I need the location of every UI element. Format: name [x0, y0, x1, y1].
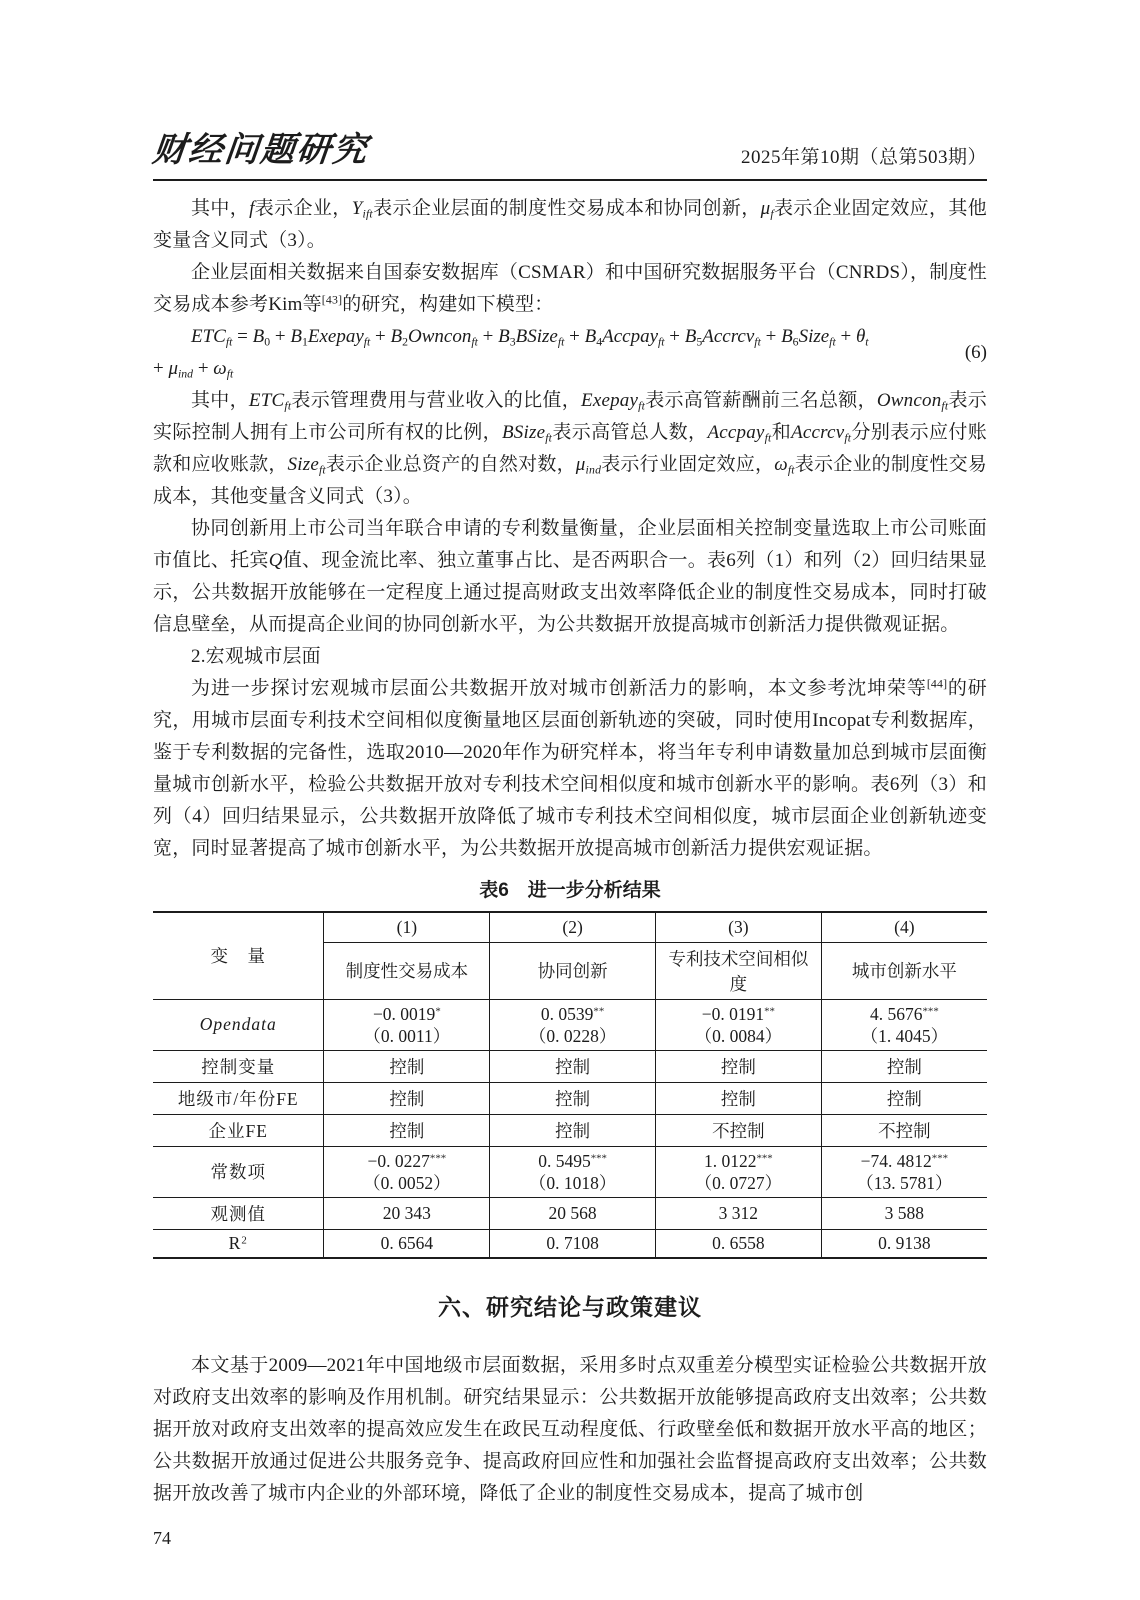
table-cell: 20 568: [490, 1197, 656, 1229]
standard-error: （0. 0052）: [363, 1172, 451, 1193]
sub-text: t: [865, 335, 869, 349]
table-cell: 0. 6564: [324, 1229, 490, 1258]
text-segment: Q: [268, 550, 283, 571]
coefficient-value: −74. 4812***: [860, 1150, 949, 1171]
text-segment: 协同创新用上市公司当年联合申请的专利数量衡量，企业层面相关控制变量选取上市公司账面市值比、托宾: [153, 518, 987, 571]
text-segment: Owncon: [408, 326, 472, 347]
table-cell: 不控制: [655, 1114, 821, 1146]
table-body: [153, 999, 987, 1258]
table-cell: [821, 1146, 987, 1197]
text-segment: 的研究，构建如下模型：: [342, 294, 554, 315]
text-segment: B: [252, 326, 265, 347]
text-segment: 表示企业的制度性交易成本，其他变量含义同式（3）。: [153, 454, 987, 507]
text-segment: 表示实际控制人拥有上市公司所有权的比例，: [153, 390, 987, 443]
table-cell: 0. 7108: [490, 1229, 656, 1258]
text-segment: ω: [774, 454, 788, 475]
row-label: [153, 1082, 324, 1114]
table-column-4-label: 城市创新水平: [821, 942, 987, 999]
table-column-2: (2): [490, 912, 656, 942]
table-cell: 20 343: [324, 1197, 490, 1229]
coefficient-value: −0. 0227***: [367, 1150, 447, 1171]
text-segment: 表示高管薪酬前三名总额，: [645, 390, 877, 411]
sub-text: ft: [638, 399, 646, 413]
table-cell: 控制: [821, 1050, 987, 1082]
text-segment: 常数项: [210, 1162, 266, 1182]
text-segment: 的研究，用城市层面专利技术空间相似度衡量地区层面创新轨迹的突破，同时使用Incopat专利数据库，鉴于专利数据的完备性，选取2010—2020年作为研究样本，将当年专利申请数量加总到城市层面衡量城市创新水平，检验公共数据开放对专利技术空间相似度和城市创新水平的影响。表6列（3）和列（4）回归结果显示，公共数据开放降低了城市专利技术空间相似度，城市层面企业创新轨迹变宽，同时显著提高了城市创新水平，为公共数据开放提高城市创新活力提供宏观证据。: [153, 678, 987, 859]
table-cell: [655, 999, 821, 1050]
text-segment: +: [835, 326, 856, 347]
row-label: [153, 1197, 324, 1229]
text-segment: Size: [287, 454, 319, 475]
table-row: [153, 1229, 987, 1258]
table-row: [153, 1146, 987, 1197]
text-segment: B: [584, 326, 597, 347]
sub-text: ind: [585, 463, 602, 477]
table-cell: [490, 999, 656, 1050]
coefficient-value: −0. 0019*: [372, 1003, 441, 1024]
table-header-row-numbers: [153, 912, 987, 942]
table-header: [153, 912, 987, 999]
issue-info: 2025年第10期（总第503期）: [740, 147, 987, 168]
text-segment: +: [153, 358, 169, 379]
sub-text: 6: [792, 335, 799, 349]
text-segment: Accrcv: [702, 326, 755, 347]
table-cell: 控制: [324, 1082, 490, 1114]
standard-error: （0. 0084）: [694, 1025, 783, 1046]
table-column-2-label: 协同创新: [490, 942, 656, 999]
table-cell: 控制: [655, 1082, 821, 1114]
text-segment: +: [564, 326, 585, 347]
table-cell: 0. 9138: [821, 1229, 987, 1258]
text-segment: B: [390, 326, 403, 347]
text-segment: 观测值: [210, 1203, 266, 1224]
text-segment: +: [760, 326, 782, 347]
text-segment: ω: [213, 358, 227, 379]
sub-text: ft: [363, 335, 371, 349]
significance-stars: ***: [590, 1152, 607, 1165]
sub-text: ft: [941, 399, 949, 413]
text-segment: 分别表示应付账款和应收账款，: [153, 422, 987, 475]
coefficient-value: −0. 0191**: [701, 1003, 775, 1024]
standard-error: （13. 5781）: [856, 1172, 953, 1193]
text-segment: B: [781, 326, 793, 347]
sub-text: ft: [284, 399, 292, 413]
significance-stars: ***: [756, 1152, 773, 1165]
row-label: [153, 1114, 324, 1146]
table-title: 表6 进一步分析结果: [479, 880, 661, 901]
text-segment: 企业FE: [208, 1120, 268, 1141]
text-segment: 值、现金流比率、独立董事占比、是否两职合一。表6列（1）和列（2）回归结果显示，公共数据开放能够在一定程度上通过提高财政支出效率降低企业的制度性交易成本，同时打破信息壁垒，从而提高企业间的协同创新水平，为公共数据开放提高城市创新活力提供微观证据。: [153, 550, 987, 635]
sub-text: 2: [402, 335, 409, 349]
equation-body: [153, 321, 955, 385]
table-row: [153, 1082, 987, 1114]
sub-text: ft: [844, 431, 852, 445]
text-segment: ETC: [191, 326, 226, 347]
significance-stars: **: [593, 1005, 605, 1018]
table-header-variable: 变 量: [153, 912, 324, 999]
text-segment: BSize: [515, 326, 558, 347]
paragraph-macro-results: [153, 673, 987, 865]
paragraph-conclusions: 本文基于2009—2021年中国地级市层面数据，采用多时点双重差分模型实证检验公共数据开放对政府支出效率的影响及作用机制。研究结果显示：公共数据开放能够提高政府支出效率；公共数据开放对政府支出效率的提高效应发生在政民互动程度低、行政壁垒低和数据开放水平高的地区；公共数据开放通过促进公共服务竞争、提高政府回应性和加强社会监督提高政府支出效率；公共数据开放改善了城市内企业的外部环境，降低了企业的制度性交易成本，提高了城市创: [153, 1354, 987, 1504]
text-segment: B: [290, 326, 302, 347]
sub-text: ift: [362, 207, 373, 221]
coefficient-value: 1. 0122***: [703, 1150, 773, 1171]
sub-text: ft: [658, 335, 665, 349]
journal-logo: 财经问题研究: [150, 132, 371, 169]
text-segment: 表示企业固定效应，其他变量含义同式（3）。: [153, 198, 987, 251]
table-cell: [324, 999, 490, 1050]
table-cell: [490, 1146, 656, 1197]
text-segment: B: [498, 326, 510, 347]
sub-text: ind: [178, 367, 194, 381]
table-cell: 3 588: [821, 1197, 987, 1229]
table-cell: [324, 1146, 490, 1197]
text-segment: 为进一步探讨宏观城市层面公共数据开放对城市创新活力的影响，本文参考沈坤荣等: [191, 678, 927, 699]
sup-text: [43]: [321, 293, 343, 307]
sub-text: ft: [225, 335, 233, 349]
text-segment: Owncon: [876, 390, 942, 411]
text-segment: Size: [798, 326, 830, 347]
coefficient-value: 4. 5676***: [869, 1003, 939, 1024]
sup-text: 2: [241, 1234, 248, 1247]
text-segment: +: [664, 326, 685, 347]
sup-text: [44]: [926, 677, 948, 691]
table-cell: [655, 1146, 821, 1197]
text-segment: 企业层面相关数据来自国泰安数据库（CSMAR）和中国研究数据服务平台（CNRDS），制度性交易成本参考Kim等: [153, 262, 987, 315]
equation-line-1: [153, 321, 955, 353]
text-segment: 表示企业总资产的自然对数，: [325, 454, 576, 475]
text-segment: +: [193, 358, 214, 379]
table-cell: 0. 6558: [655, 1229, 821, 1258]
text-segment: Y: [351, 198, 363, 219]
row-label: [153, 1229, 324, 1258]
text-segment: μ: [168, 358, 179, 379]
results-table: [153, 911, 987, 1259]
paragraph-data-sources: [153, 257, 987, 321]
row-label: [153, 999, 324, 1050]
sub-text: ft: [787, 463, 795, 477]
text-segment: +: [477, 326, 499, 347]
text-segment: Exepay: [307, 326, 364, 347]
table-cell: 控制: [655, 1050, 821, 1082]
text-segment: μ: [575, 454, 586, 475]
text-segment: 和: [771, 422, 792, 443]
equation-6: [153, 321, 987, 385]
table-column-1: (1): [324, 912, 490, 942]
text-segment: Accpay: [602, 326, 658, 347]
sub-text: 3: [509, 335, 516, 349]
text-segment: 表示行业固定效应，: [601, 454, 775, 475]
standard-error: （0. 1018）: [528, 1172, 617, 1193]
sub-text: ft: [754, 335, 761, 349]
text-segment: R: [228, 1232, 242, 1253]
text-segment: Accpay: [707, 422, 765, 443]
section-heading-conclusions: 六、研究结论与政策建议: [438, 1293, 702, 1320]
table-cell: [821, 999, 987, 1050]
table-cell: 不控制: [821, 1114, 987, 1146]
significance-stars: ***: [931, 1152, 949, 1165]
sub-text: 0: [264, 335, 271, 349]
table-cell: 控制: [490, 1050, 656, 1082]
sub-text: ft: [471, 335, 478, 349]
text-segment: =: [232, 326, 253, 347]
standard-error: （0. 0228）: [528, 1025, 617, 1046]
coefficient-value: 0. 0539**: [540, 1003, 605, 1024]
text-segment: 控制变量: [201, 1056, 276, 1077]
table-row: [153, 1050, 987, 1082]
significance-stars: *: [435, 1005, 441, 1018]
standard-error: （1. 4045）: [860, 1025, 949, 1046]
table-column-4: (4): [821, 912, 987, 942]
table-row: [153, 1114, 987, 1146]
row-label: [153, 1050, 324, 1082]
sub-text: 1: [301, 335, 308, 349]
row-label: [153, 1146, 324, 1197]
table-column-1-label: 制度性交易成本: [324, 942, 490, 999]
page-header: [150, 0, 987, 181]
table-row: [153, 1197, 987, 1229]
text-segment: BSize: [501, 422, 546, 443]
table-column-3-label: 专利技术空间相似度: [655, 942, 821, 999]
sub-text: 5: [696, 335, 703, 349]
text-segment: Opendata: [199, 1014, 277, 1034]
sub-text: ft: [764, 431, 772, 445]
text-segment: +: [270, 326, 291, 347]
table-column-3: (3): [655, 912, 821, 942]
page-number: 74: [153, 1527, 171, 1548]
text-segment: 地级市/年份FE: [177, 1088, 299, 1109]
text-segment: 表示管理费用与营业收入的比值，: [291, 390, 582, 411]
text-segment: Accrcv: [791, 422, 845, 443]
table-cell: 控制: [821, 1082, 987, 1114]
text-segment: μ: [760, 198, 771, 219]
table-row: [153, 999, 987, 1050]
significance-stars: ***: [922, 1005, 939, 1018]
paragraph-variable-definitions: [153, 385, 987, 513]
sub-text: ft: [829, 335, 836, 349]
significance-stars: **: [764, 1005, 775, 1018]
sub-text: ft: [557, 335, 565, 349]
text-segment: ETC: [248, 390, 285, 411]
text-segment: θ: [855, 326, 866, 347]
table-cell: 控制: [490, 1114, 656, 1146]
text-segment: 表示高管总人数，: [552, 422, 708, 443]
sub-text: ft: [545, 431, 553, 445]
sub-text: ft: [226, 367, 234, 381]
text-segment: 其中，: [191, 198, 250, 219]
text-segment: 表示企业，: [254, 198, 352, 219]
standard-error: （0. 0727）: [694, 1172, 783, 1193]
sub-text: ft: [318, 463, 326, 477]
sub-text: 4: [596, 335, 603, 349]
text-segment: f: [249, 198, 255, 219]
subsection-heading-macro-city: 2.宏观城市层面: [191, 646, 321, 667]
equation-line-2: [153, 353, 955, 385]
table-cell: 3 312: [655, 1197, 821, 1229]
text-segment: 表示企业层面的制度性交易成本和协同创新，: [372, 198, 761, 219]
table-cell: 控制: [324, 1050, 490, 1082]
coefficient-value: 0. 5495***: [538, 1150, 607, 1171]
paragraph-variables-note: [153, 193, 987, 257]
paragraph-micro-results: [153, 513, 987, 641]
significance-stars: ***: [429, 1152, 447, 1165]
table-cell: 控制: [324, 1114, 490, 1146]
text-segment: 其中，: [191, 390, 249, 411]
text-segment: +: [370, 326, 391, 347]
text-segment: Exepay: [581, 390, 639, 411]
sub-text: f: [770, 207, 774, 221]
standard-error: （0. 0011）: [363, 1025, 451, 1046]
equation-number: (6): [964, 342, 987, 363]
table-cell: 控制: [490, 1082, 656, 1114]
text-segment: B: [684, 326, 697, 347]
